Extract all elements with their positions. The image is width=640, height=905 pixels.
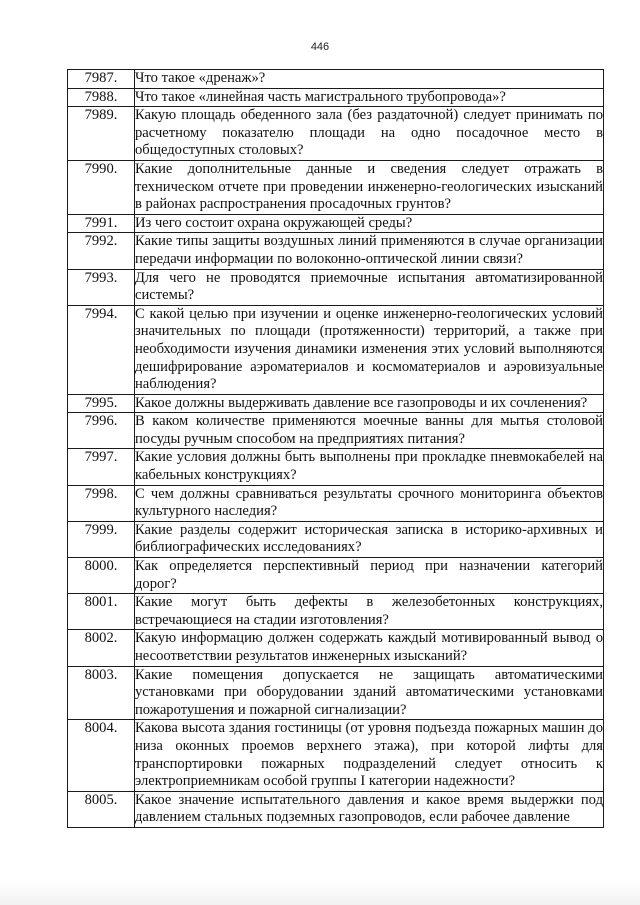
question-text: Какое должны выдерживать давление все газопроводы и их сочленения? — [135, 394, 604, 413]
page-bottom-edge — [0, 880, 640, 905]
question-text: Какую площадь обеденного зала (без раздаточной) следует принимать по расчетному показателю площади на одно посадочное место в общедоступных столовых? — [135, 107, 604, 161]
question-number: 7987. — [68, 70, 135, 89]
questions-table — [67, 69, 604, 828]
question-number: 7990. — [68, 160, 135, 214]
question-number: 7988. — [68, 88, 135, 107]
question-number: 7997. — [68, 449, 135, 485]
page-number: 446 — [310, 41, 330, 53]
question-text: Из чего состоит охрана окружающей среды? — [135, 214, 604, 233]
questions-table-body — [68, 70, 604, 828]
question-row — [68, 720, 604, 791]
question-number: 8003. — [68, 666, 135, 720]
question-row — [68, 214, 604, 233]
question-text: С какой целью при изучении и оценке инженерно-геологических условий значительных по площади (протяженности) территорий, а также при необходимости изучения динамики изменения этих условий выполняются дешифрирование аэроматериалов и космоматериалов и аэровизуальные наблюдения? — [135, 305, 604, 394]
question-text: В каком количестве применяются моечные ванны для мытья столовой посуды ручным способом на предприятиях питания? — [135, 413, 604, 449]
question-row — [68, 666, 604, 720]
question-row — [68, 88, 604, 107]
question-row — [68, 160, 604, 214]
question-row — [68, 485, 604, 521]
question-number: 8001. — [68, 594, 135, 630]
question-text: Что такое «линейная часть магистрального трубопровода»? — [135, 88, 604, 107]
question-row — [68, 413, 604, 449]
question-number: 8002. — [68, 630, 135, 666]
question-row — [68, 233, 604, 269]
question-number: 7999. — [68, 521, 135, 557]
question-row — [68, 70, 604, 89]
question-text: Какие дополнительные данные и сведения следует отражать в техническом отчете при проведении инженерно-геологических изысканий в районах распространения просадочных грунтов? — [135, 160, 604, 214]
question-number: 7989. — [68, 107, 135, 161]
question-row — [68, 394, 604, 413]
question-row — [68, 594, 604, 630]
question-text: Какие помещения допускается не защищать автоматическими установками при оборудовании зданий автоматическими установками пожаротушения и пожарной сигнализации? — [135, 666, 604, 720]
question-text: Какую информацию должен содержать каждый мотивированный вывод о несоответствии результатов инженерных изысканий? — [135, 630, 604, 666]
question-text: С чем должны сравниваться результаты срочного мониторинга объектов культурного наследия? — [135, 485, 604, 521]
question-number: 8000. — [68, 558, 135, 594]
question-row — [68, 791, 604, 827]
question-number: 7994. — [68, 305, 135, 394]
question-row — [68, 630, 604, 666]
question-text: Что такое «дренаж»? — [135, 70, 604, 89]
question-text: Какие условия должны быть выполнены при прокладке пневмокабелей на кабельных конструкциях? — [135, 449, 604, 485]
question-number: 7993. — [68, 269, 135, 305]
question-text: Как определяется перспективный период при назначении категорий дорог? — [135, 558, 604, 594]
question-text: Для чего не проводятся приемочные испытания автоматизированной системы? — [135, 269, 604, 305]
question-number: 7991. — [68, 214, 135, 233]
question-row — [68, 521, 604, 557]
question-text: Какое значение испытательного давления и какое время выдержки под давлением стальных подземных газопроводов, если рабочее давление — [135, 791, 604, 827]
question-number: 7996. — [68, 413, 135, 449]
question-text: Какова высота здания гостиницы (от уровня подъезда пожарных машин до низа оконных проемов верхнего этажа), при которой лифты для транспортировки пожарных подразделений следует относить к электроприемникам особой группы I категории надежности? — [135, 720, 604, 791]
question-row — [68, 449, 604, 485]
question-number: 7998. — [68, 485, 135, 521]
question-text: Какие могут быть дефекты в железобетонных конструкциях, встречающиеся на стадии изготовления? — [135, 594, 604, 630]
question-number: 7992. — [68, 233, 135, 269]
question-number: 7995. — [68, 394, 135, 413]
question-row — [68, 269, 604, 305]
question-text: Какие разделы содержит историческая записка в историко-архивных и библиографических исследованиях? — [135, 521, 604, 557]
question-number: 8005. — [68, 791, 135, 827]
question-text: Какие типы защиты воздушных линий применяются в случае организации передачи информации по волоконно-оптической линии связи? — [135, 233, 604, 269]
question-row — [68, 107, 604, 161]
question-row — [68, 558, 604, 594]
question-number: 8004. — [68, 720, 135, 791]
question-row — [68, 305, 604, 394]
